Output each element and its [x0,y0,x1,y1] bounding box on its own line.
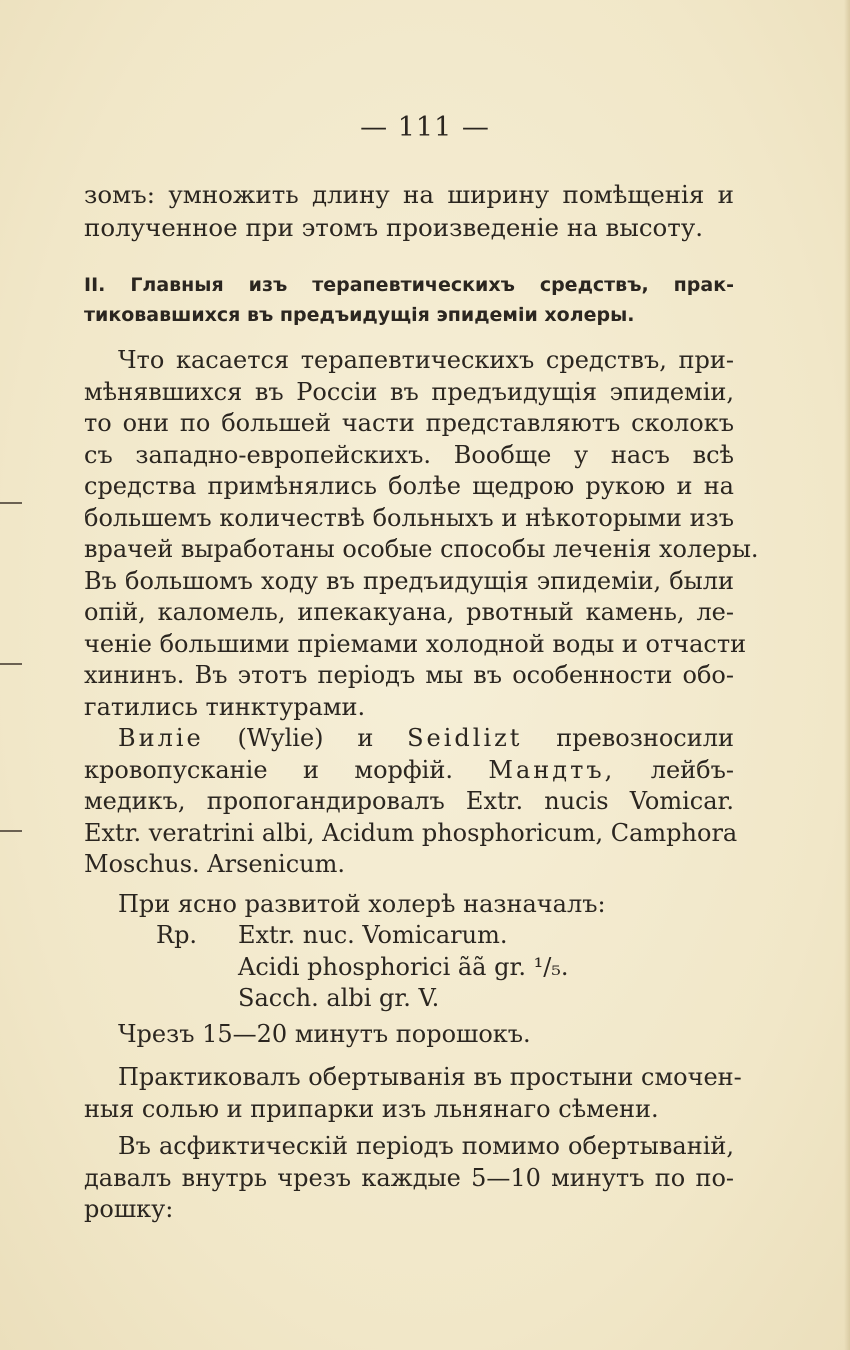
text-fragment: превозносили [556,724,734,752]
section-heading [84,270,734,330]
text-line: то они по большей части представляютъ сколокъ [84,409,734,437]
heading-line: тиковавшихся въ предъидущія эпидеміи холеры. [84,304,635,326]
name-mandt: Мандтъ, [488,755,616,784]
text-line: медикъ, пропогандировалъ Extr. nucis Vomicar. [84,787,734,815]
text-line: врачей выработаны особые способы леченія холеры. [84,535,759,563]
text-line: давалъ внутрь чрезъ каждые 5—10 минутъ по по- [84,1163,734,1192]
text-line: Extr. veratrini albi, Acidum phosphoricum, Camphora [84,818,738,847]
text-line: Moschus. Arsenicum. [84,850,346,878]
text-line: Въ асфиктическій періодъ помимо обертываній, [118,1132,734,1160]
text-line: полученное при этомъ произведеніе на высоту. [84,213,704,242]
text-line: средства примѣнялись болѣе щедрою рукою и на [84,472,734,500]
page-number: — 111 — [360,112,490,143]
margin-mark [0,502,22,504]
body-text [84,345,759,1226]
text-line: ныя солью и припарки изъ льнянаго сѣмени. [84,1094,659,1123]
text-fragment: кровопусканіе и морфій. [84,755,453,784]
page-edge-shadow [844,0,850,1350]
name-seidlizt: Seidlizt [407,724,523,752]
text-line: съ западно-европейскихъ. Вообще у насъ всѣ [84,440,734,469]
text-line: рошку: [84,1195,174,1223]
text-line: Что касается терапевтическихъ средствъ, при- [118,346,734,374]
prescription-item: Sacch. albi gr. V. [238,984,440,1012]
top-paragraph [84,178,734,244]
prescription-item: Acidi phosphorici ãã gr. ¹/₅. [238,952,569,981]
prescription-line [84,920,734,952]
prescription-item: Extr. nuc. Vomicarum. [238,921,508,949]
text-line: опій, каломель, ипекакуана, рвотный камень, ле- [84,598,734,626]
text-line: гатились тинктурами. [84,692,366,721]
text-fragment: лейбъ- [650,755,734,784]
margin-mark [0,830,22,832]
name-wylie-ru: Вилie [118,724,204,752]
text-line: зомъ: умножить длину на ширину помѣщенія и [84,180,734,209]
text-line: ченіе большими пріемами холодной воды и отчасти [84,629,747,658]
text-line: Въ большомъ ходу въ предъидущія эпидеміи, были [84,566,734,595]
dosage-line: Чрезъ 15—20 минутъ порошокъ. [118,1019,531,1048]
name-wylie-latin: (Wylie) [237,724,324,752]
heading-line: II. Главныя изъ терапевтическихъ средствъ, прак- [84,274,734,296]
text-line: хининъ. Въ этотъ періодъ мы въ особенности обо- [84,661,734,689]
text-line [84,755,734,787]
margin-mark [0,663,22,665]
text-line: большемъ количествѣ больныхъ и нѣкоторыми изъ [84,503,734,532]
conjunction: и [357,724,374,752]
text-line: Практиковалъ обертыванія въ простыни смочен- [118,1063,742,1091]
text-line [84,723,734,755]
text-line: мѣнявшихся въ Россіи въ предъидущія эпидеміи, [84,377,734,406]
recipe-label: Rp. [156,921,198,949]
prescription-intro: При ясно развитой холерѣ назначалъ: [118,889,606,918]
